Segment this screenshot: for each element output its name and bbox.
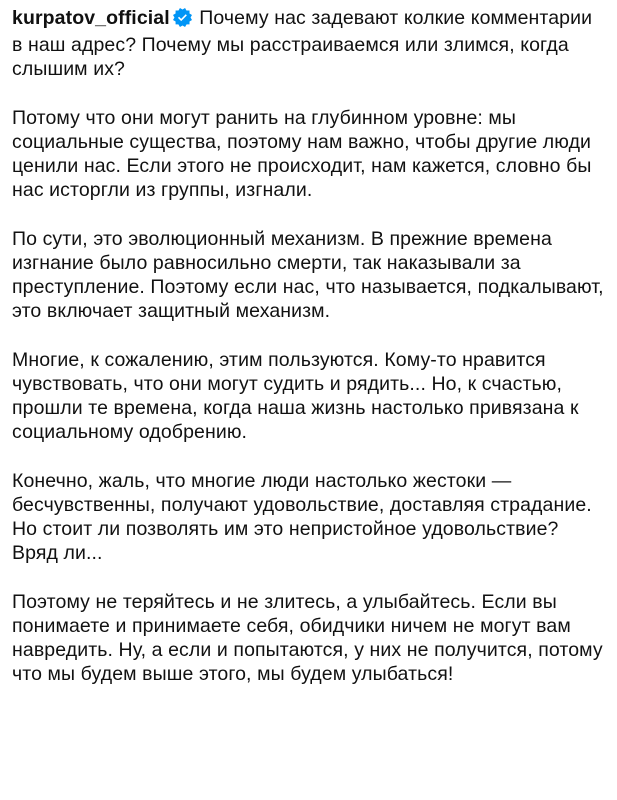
caption-paragraph: Потому что они могут ранить на глубинном уровне: мы социальные существа, поэтому нам важно, чтобы другие люди ценили нас. Если этого не происходит, нам кажется, словно бы нас исторгли из группы, изгнали. <box>12 106 592 202</box>
caption-paragraph: По сути, это эволюционный механизм. В прежние времена изгнание было равносильно смерти, так наказывали за преступление. Поэтому если нас, что называется, подкалывают, это включает защитный механизм. <box>12 227 604 323</box>
username-link[interactable]: kurpatov_official <box>12 7 170 29</box>
caption-paragraph-1-text: Почему нас задевают колкие комментарии в наш адрес? Почему мы расстраиваемся или злимся, когда слышим их? <box>12 7 593 81</box>
verified-badge-icon <box>173 8 192 33</box>
caption-paragraph <box>12 6 605 82</box>
caption-paragraph: Поэтому не теряйтесь и не злитесь, а улыбайтесь. Если вы понимаете и принимаете себя, обидчики ничем не могут вам навредить. Ну, а если и попытаются, у них не получится, потому что мы будем выше этого, мы будем улыбаться! <box>12 590 603 686</box>
caption-paragraph: Многие, к сожалению, этим пользуются. Кому-то нравится чувствовать, что они могут судить и рядить... Но, к счастью, прошли те времена, когда наша жизнь настолько привязана к социальному одобрению. <box>12 348 579 444</box>
caption-paragraph: Конечно, жаль, что многие люди настолько жестоки — бесчувственны, получают удовольствие, доставляя страдание. Но стоит ли позволять им это непристойное удовольствие? Вряд ли... <box>12 469 592 565</box>
